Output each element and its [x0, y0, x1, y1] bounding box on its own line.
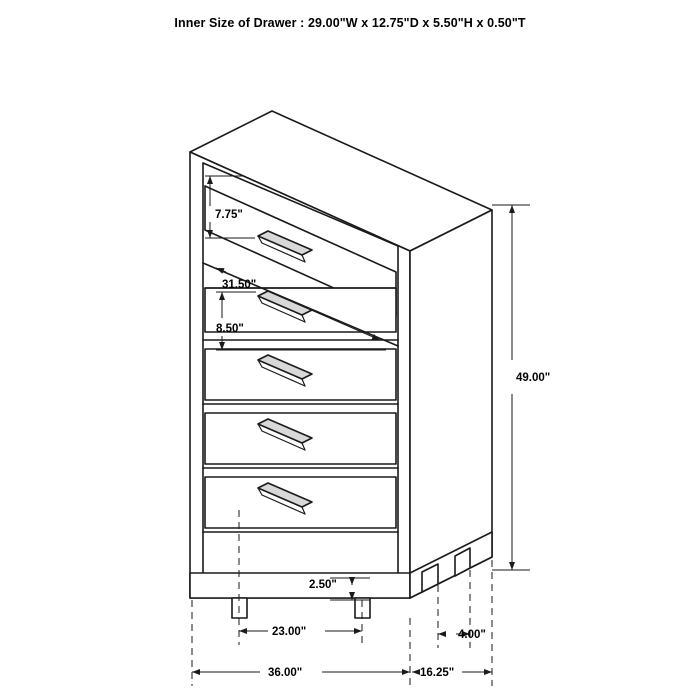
- dim-label-overall-depth: 16.25": [420, 667, 455, 679]
- dim-label-leg-height: 2.50": [309, 579, 337, 591]
- dim-label-drawer-front-width: 31.50": [222, 279, 257, 291]
- dim-label-overall-width: 36.00": [268, 667, 303, 679]
- dim-label-leg-depth: 4.00": [458, 629, 486, 641]
- dim-label-top-drawer-height: 7.75": [215, 209, 243, 221]
- page-title: Inner Size of Drawer : 29.00"W x 12.75"D x 5.50"H x 0.50"T: [174, 16, 526, 30]
- dim-label-drawer-height: 8.50": [216, 323, 244, 335]
- dim-label-leg-inset-width: 23.00": [272, 626, 307, 638]
- dim-label-overall-height: 49.00": [516, 372, 551, 384]
- dim-overall-height: [492, 205, 530, 570]
